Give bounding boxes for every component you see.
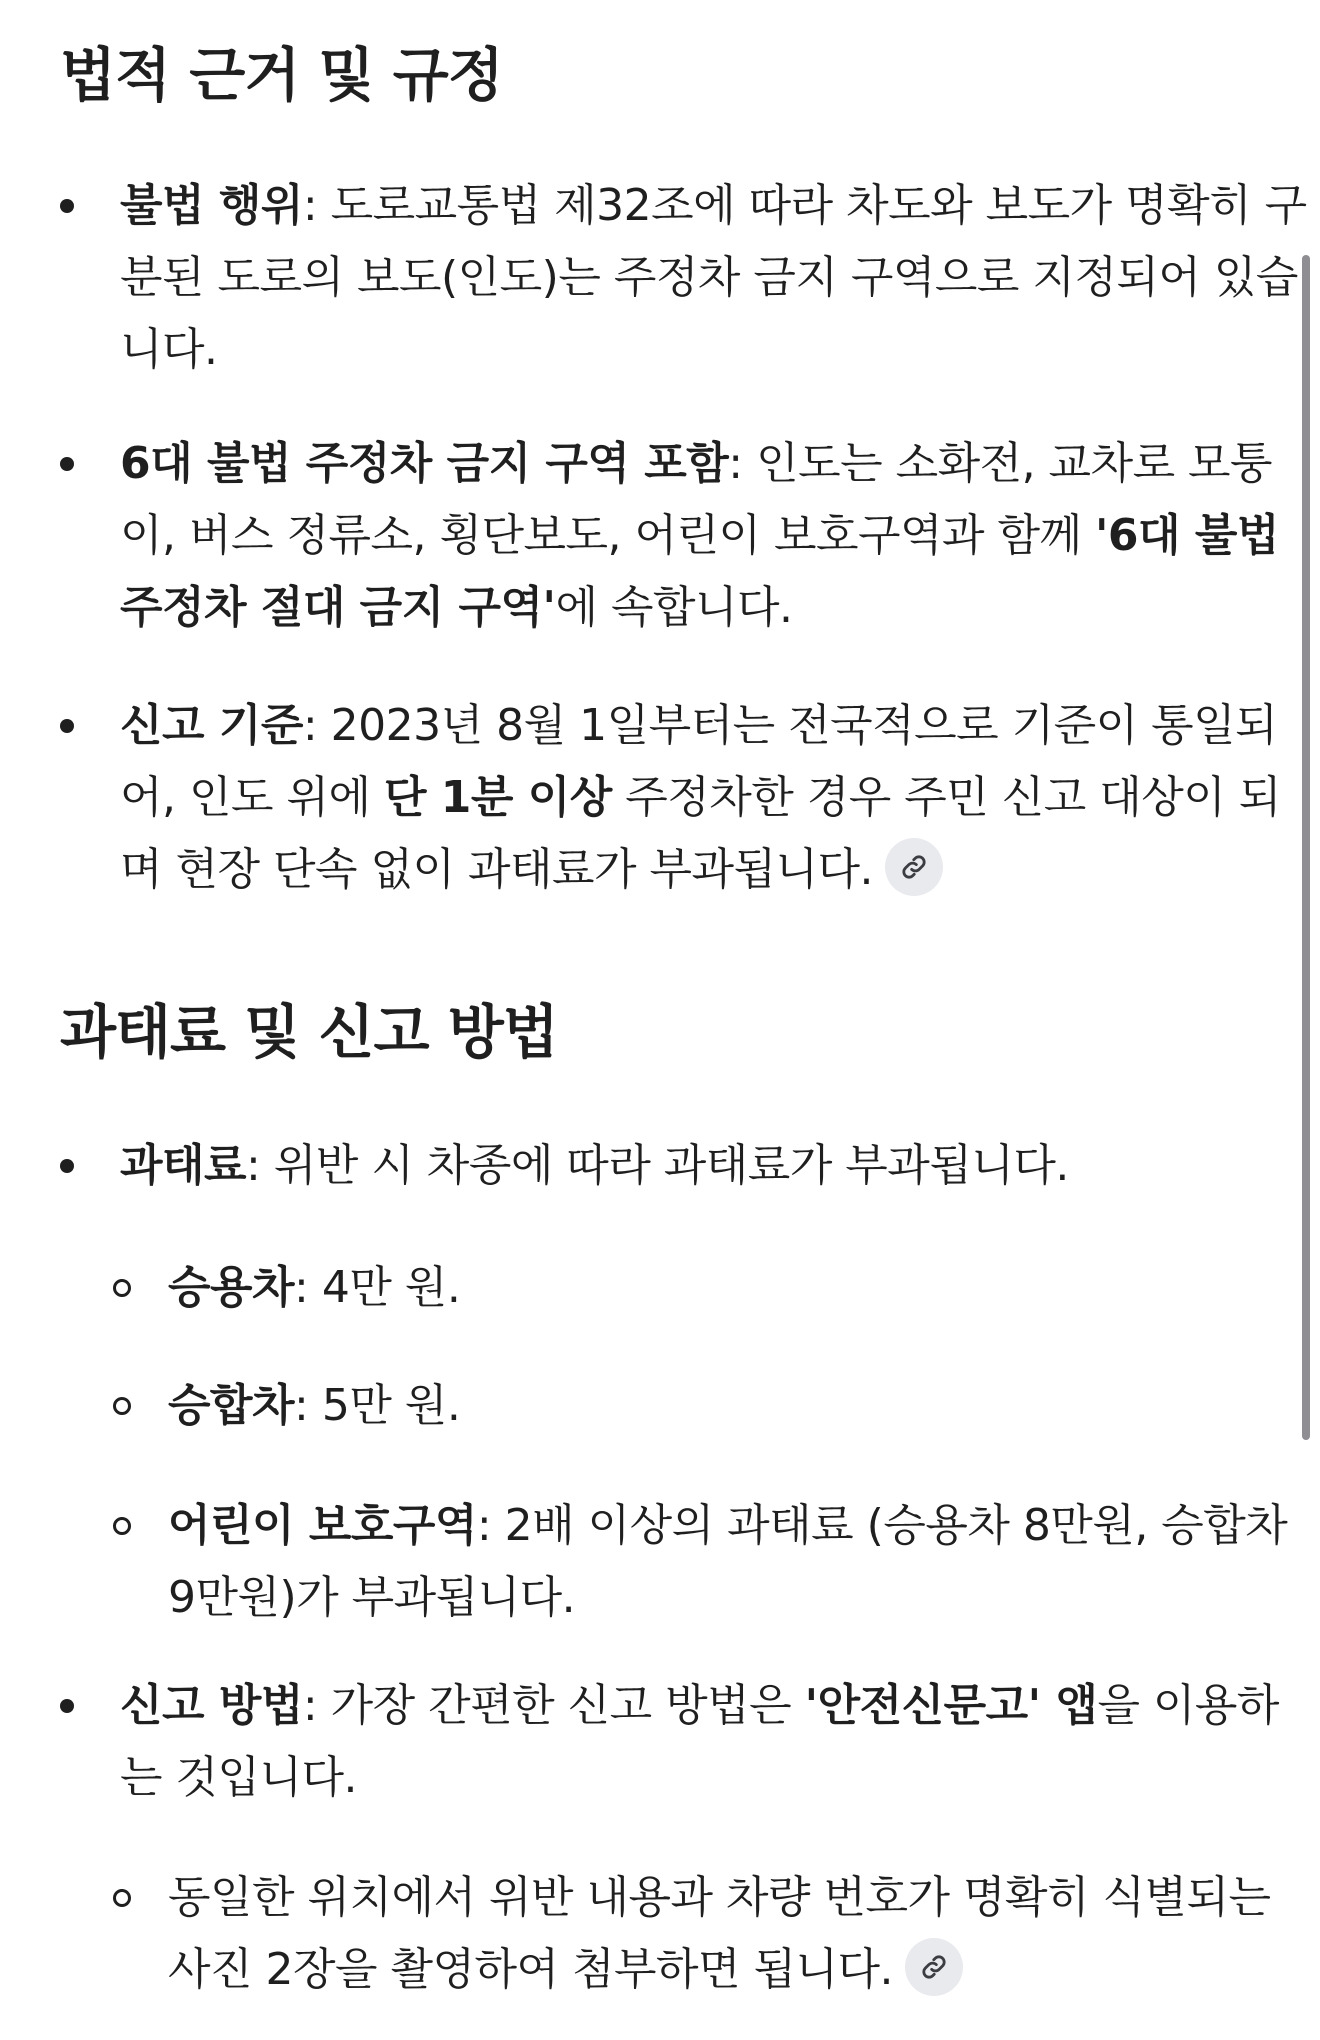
sub-item-body: : 5만 원.	[294, 1380, 461, 1431]
item-body: 에 속합니다.	[555, 582, 793, 633]
bullet	[60, 1159, 74, 1173]
list-item-text	[120, 428, 1320, 644]
item-body: : 도로교통법 제32조에 따라 차도와 보도가 명확히 구분된 도로의 보도(인도)는 주정차 금지 구역으로 지정되어 있습니다.	[120, 180, 1307, 375]
source-link-button[interactable]	[905, 1938, 963, 1996]
item-label: 신고 기준	[120, 700, 303, 751]
item-body: 주정차한 경우 주민 신고 대상이 되며 현장 단속 없이 과태료가 부과됩니다.	[120, 772, 1281, 895]
item-body: : 인도는 소화전, 교차로 모퉁이, 버스 정류소, 횡단보도, 어린이 보호구역과 함께	[120, 438, 1273, 561]
bullet	[60, 457, 74, 471]
item-label: 6대 불법 주정차 금지 구역 포함	[120, 438, 729, 489]
sub-bullet	[113, 1889, 131, 1907]
sub-bullet	[113, 1279, 131, 1297]
sub-list-item-text	[168, 1370, 1288, 1442]
item-emphasis: 단 1분 이상	[383, 772, 612, 823]
list-item-text	[120, 690, 1320, 906]
sub-item-body: 동일한 위치에서 위반 내용과 차량 번호가 명확히 식별되는 사진 2장을 촬영하여 첨부하면 됩니다.	[168, 1872, 1271, 1995]
section-heading-fine: 과태료 및 신고 방법	[60, 998, 558, 1066]
item-label: 과태료	[120, 1140, 247, 1191]
link-icon	[900, 853, 928, 881]
sub-item-label: 승용차	[168, 1262, 295, 1313]
sub-bullet	[113, 1397, 131, 1415]
section-heading-legal: 법적 근거 및 규정	[60, 41, 503, 109]
item-body: : 위반 시 차종에 따라 과태료가 부과됩니다.	[246, 1140, 1069, 1191]
sub-item-body: : 4만 원.	[294, 1262, 461, 1313]
sub-item-label: 어린이 보호구역	[168, 1500, 477, 1551]
item-body: : 가장 간편한 신고 방법은	[302, 1680, 805, 1731]
sub-item-label: 승합차	[168, 1380, 295, 1431]
sub-bullet	[113, 1517, 131, 1535]
item-body: 을 이용하는 것입니다.	[120, 1680, 1279, 1803]
list-item-text	[120, 1670, 1320, 1814]
sub-list-item-text	[168, 1490, 1288, 1634]
bullet	[60, 199, 74, 213]
list-item-text	[120, 170, 1320, 386]
bullet	[60, 1699, 74, 1713]
item-label: 불법 행위	[120, 180, 303, 231]
source-link-button[interactable]	[885, 838, 943, 896]
bullet	[60, 719, 74, 733]
item-label: 신고 방법	[120, 1680, 303, 1731]
sub-item-body: : 2배 이상의 과태료 (승용차 8만원, 승합차 9만원)가 부과됩니다.	[168, 1500, 1288, 1623]
sub-list-item-text	[168, 1862, 1288, 2006]
scrollbar[interactable]	[1302, 255, 1310, 1440]
link-icon	[920, 1953, 948, 1981]
item-body: : 2023년 8월 1일부터는 전국적으로 기준이 통일되어, 인도 위에	[120, 700, 1278, 823]
sub-list-item-text	[168, 1252, 1288, 1324]
item-emphasis: '안전신문고' 앱	[804, 1680, 1098, 1731]
item-emphasis: '6대 불법 주정차 절대 금지 구역'	[120, 510, 1279, 633]
list-item-text	[120, 1130, 1320, 1202]
